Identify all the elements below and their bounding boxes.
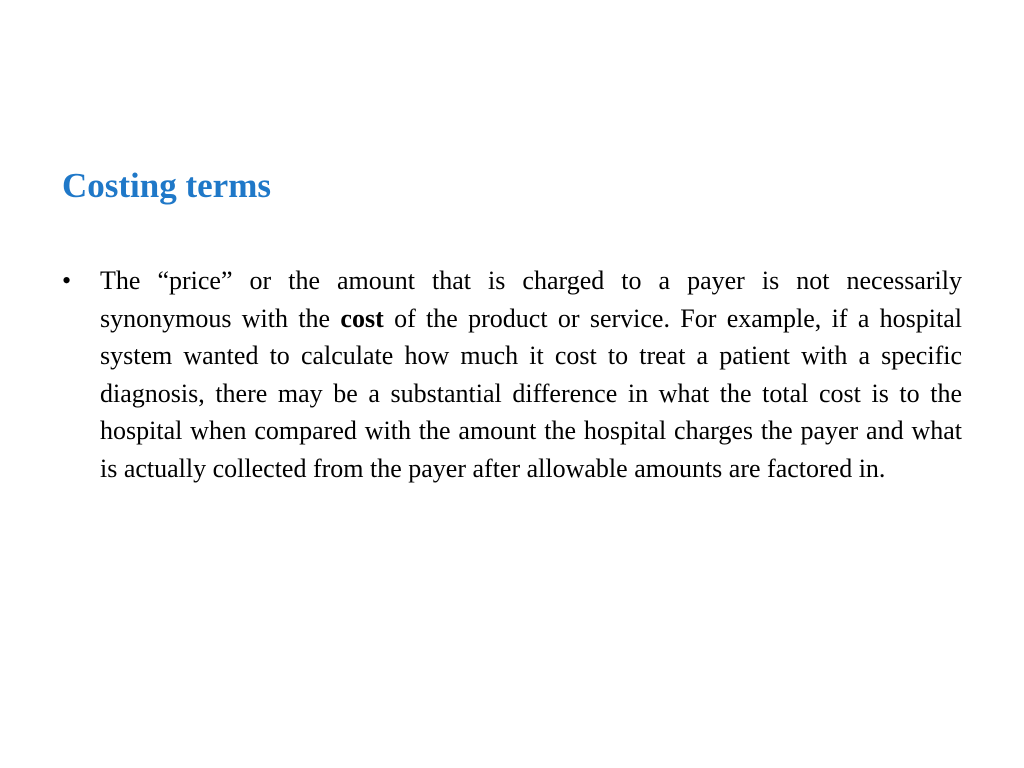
bullet-item (62, 262, 962, 488)
bullet-text-before: The “price” or the amount that is charged to a payer is not necessarily synonymous with the (100, 266, 962, 333)
bullet-text-after: of the product or service. For example, if a hospital system wanted to calculate how much it cost to treat a patient with a specific diagnosis, there may be a substantial difference in what the total cost is to the hospital when compared with the amount the hospital charges the payer and what is actually collected from the payer after allowable amounts are factored in. (100, 303, 963, 483)
bullet-dot-icon: • (62, 266, 72, 295)
bullet-text-emphasis: cost (340, 303, 384, 333)
bullet-list (62, 262, 962, 488)
bullet-text (100, 262, 962, 488)
slide-title: Costing terms (62, 166, 271, 205)
